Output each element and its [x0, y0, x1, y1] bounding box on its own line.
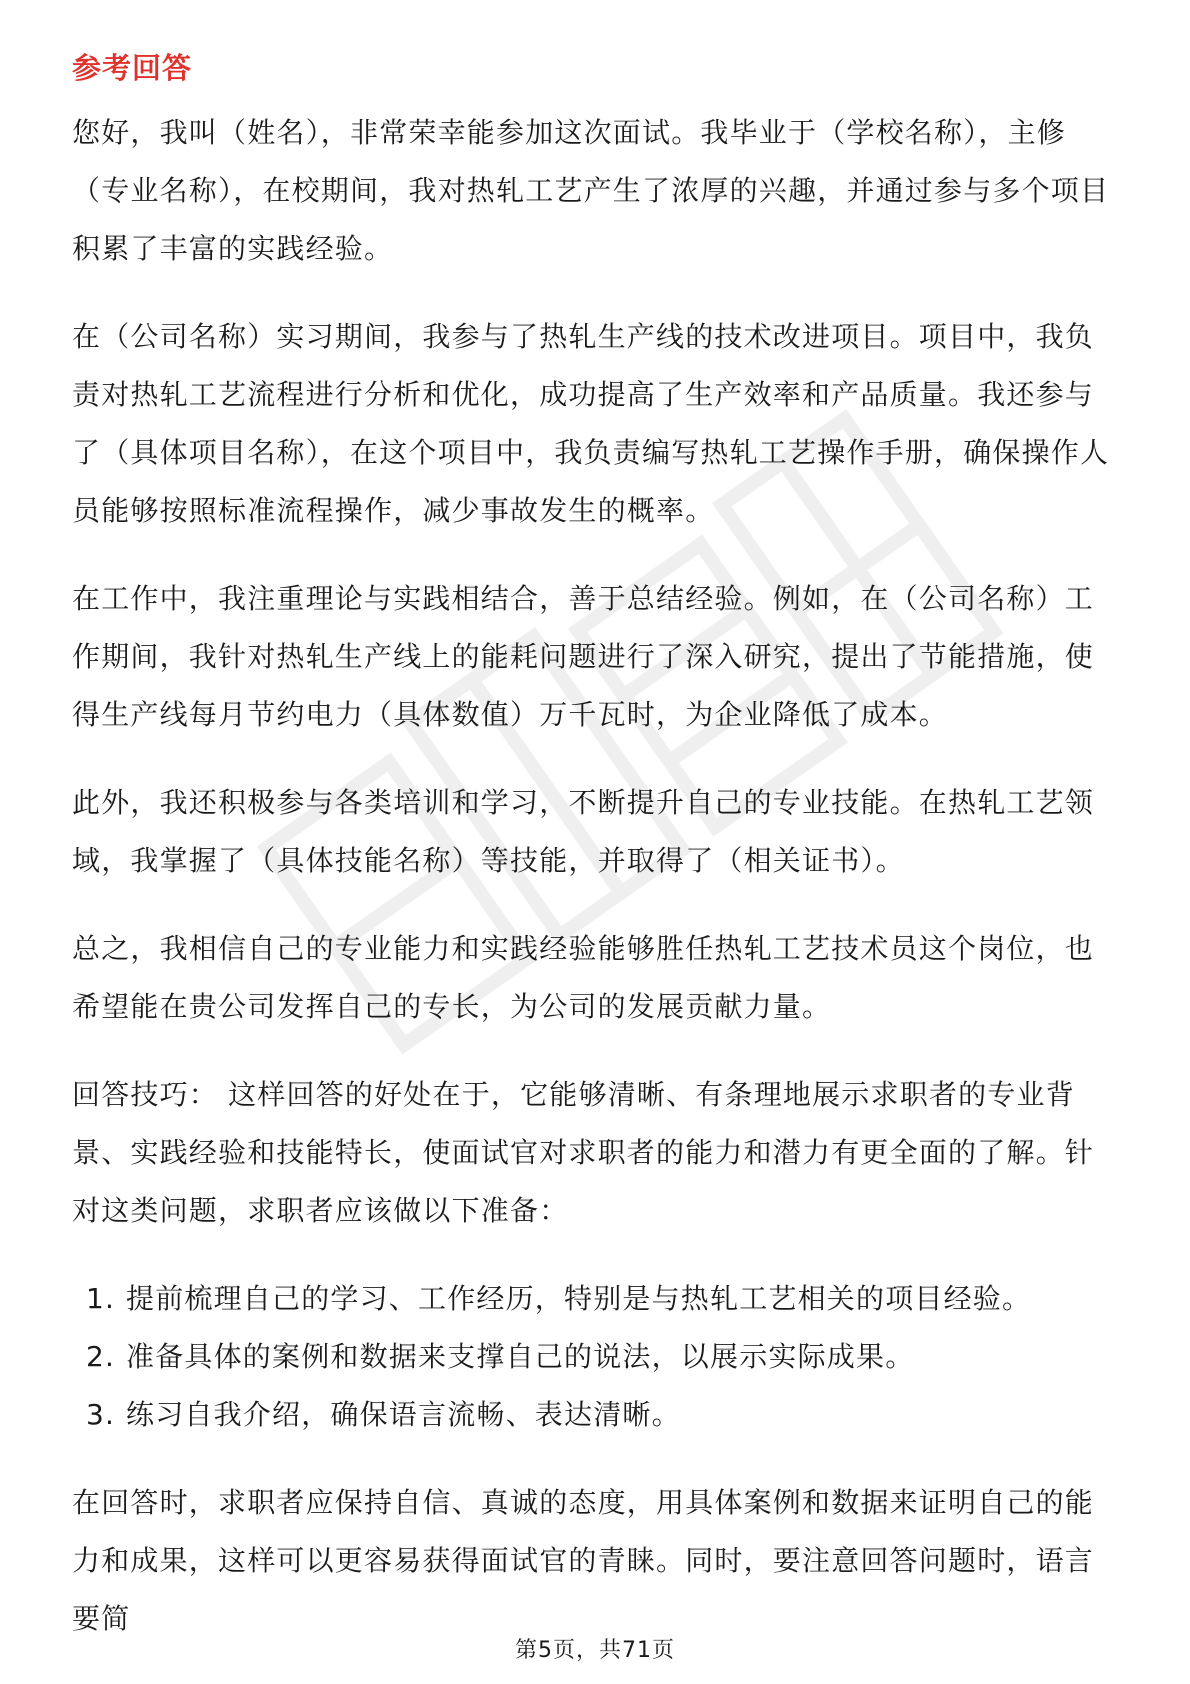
paragraph-tips: 回答技巧： 这样回答的好处在于，它能够清晰、有条理地展示求职者的专业背景、实践经验和技能特长，使面试官对求职者的能力和潜力有更全面的了解。针对这类问题，求职者应该做以下准备：	[72, 1078, 1095, 1227]
paragraph-training: 此外，我还积极参与各类培训和学习，不断提升自己的专业技能。在热轧工艺领域，我掌握了（具体技能名称）等技能，并取得了（相关证书）。	[72, 786, 1095, 877]
paragraph-closing: 在回答时，求职者应保持自信、真诚的态度，用具体案例和数据来证明自己的能力和成果，这样可以更容易获得面试官的青睐。同时，要注意回答问题时，语言要简	[72, 1486, 1095, 1635]
list-item-text: 准备具体的案例和数据来支撑自己的说法，以展示实际成果。	[126, 1340, 915, 1373]
page-footer: 第5页，共71页	[515, 1638, 675, 1663]
tips-list	[72, 1270, 1120, 1444]
list-item	[72, 1328, 1120, 1386]
list-item-number: 1.	[86, 1282, 116, 1315]
paragraph-summary: 总之，我相信自己的专业能力和实践经验能够胜任热轧工艺技术员这个岗位，也希望能在贵公司发挥自己的专长，为公司的发展贡献力量。	[72, 932, 1095, 1023]
list-item	[72, 1270, 1120, 1328]
section-title: 参考回答	[72, 51, 193, 85]
paragraph-work: 在工作中，我注重理论与实践相结合，善于总结经验。例如，在（公司名称）工作期间，我针对热轧生产线上的能耗问题进行了深入研究，提出了节能措施，使得生产线每月节约电力（具体数值）万千瓦时，为企业降低了成本。	[72, 582, 1095, 731]
list-item-text: 提前梳理自己的学习、工作经历，特别是与热轧工艺相关的项目经验。	[126, 1282, 1032, 1315]
document-body	[72, 48, 1120, 1678]
list-item	[72, 1386, 1120, 1444]
list-item-number: 2.	[86, 1340, 116, 1373]
paragraph-intro: 您好，我叫（姓名），非常荣幸能参加这次面试。我毕业于（学校名称），主修（专业名称），在校期间，我对热轧工艺产生了浓厚的兴趣，并通过参与多个项目积累了丰富的实践经验。	[72, 116, 1110, 265]
list-item-text: 练习自我介绍，确保语言流畅、表达清晰。	[126, 1398, 681, 1431]
list-item-number: 3.	[86, 1398, 116, 1431]
paragraph-internship: 在（公司名称）实习期间，我参与了热轧生产线的技术改进项目。项目中，我负责对热轧工艺流程进行分析和优化，成功提高了生产效率和产品质量。我还参与了（具体项目名称），在这个项目中，我负责编写热轧工艺操作手册，确保操作人员能够按照标准流程操作，减少事故发生的概率。	[72, 320, 1110, 527]
